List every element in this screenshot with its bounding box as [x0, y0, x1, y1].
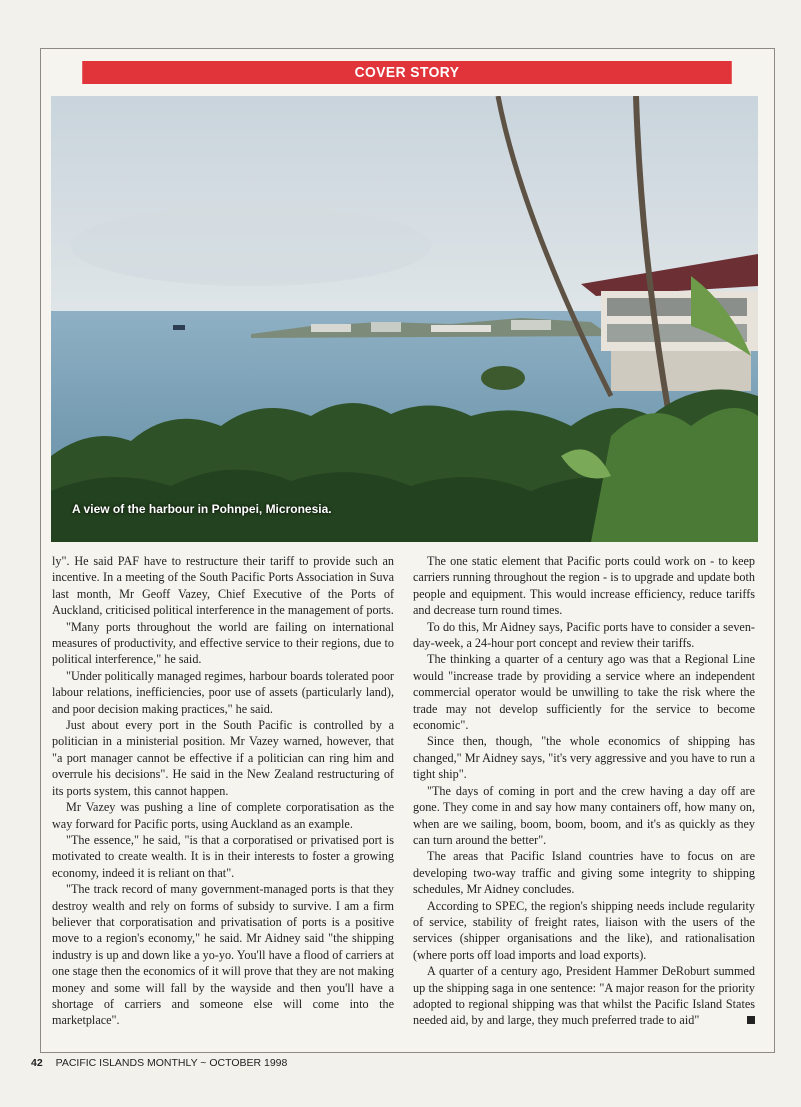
article-paragraph: The one static element that Pacific ports could work on - to keep carriers running throughout the region - is to upgrade and update both people and equipment. This would increase efficiency, reduce tariffs and decrease turn round times. — [413, 554, 755, 618]
article-paragraph: To do this, Mr Aidney says, Pacific ports have to consider a seven-day-week, a 24-hour port concept and review their tariffs. — [413, 619, 755, 651]
article-paragraph: Just about every port in the South Pacific is controlled by a politician in a ministerial position. Mr Vazey warned, however, that "a port manager cannot be effective if a politician can ring him and overrule his decisions". He said in the New Zealand restructuring of its ports system, this cannot happen. — [52, 718, 394, 798]
article-column-right — [413, 553, 755, 1029]
article-paragraph: The areas that Pacific Island countries have to focus on are developing two-way traffic and giving some integrity to shipping schedules, Mr Aidney concludes. — [413, 849, 755, 897]
photo-caption: A view of the harbour in Pohnpei, Micronesia. — [72, 502, 332, 516]
publication-info: PACIFIC ISLANDS MONTHLY ~ OCTOBER 1998 — [55, 1057, 288, 1069]
end-of-article-mark — [747, 1016, 755, 1024]
section-banner: COVER STORY — [82, 61, 732, 84]
article-paragraph — [413, 963, 755, 1029]
article-paragraph-text: A quarter of a century ago, President Hammer DeRoburt summed up the shipping saga in one sentence: "A major reason for the priority adopted to regional shipping was that whilst the Pacific Island States needed aid, by and large, they much preferred trade to aid" — [413, 964, 755, 1028]
article-paragraph: "The days of coming in port and the crew having a day off are gone. They come in and say how many containers off, how many on, when are we sailing, boom, boom, boom, and it's as quickly as they can turn around the better". — [413, 783, 755, 847]
article-paragraph: "The essence," he said, "is that a corporatised or privatised port is motivated to create wealth. It is in their interests to foster a growing economy, indeed it is reliant on that". — [52, 832, 394, 880]
page-number: 42 — [31, 1057, 43, 1069]
page-footer — [31, 1057, 287, 1069]
harbour-illustration — [51, 96, 758, 542]
article-paragraph: ly". He said PAF have to restructure their tariff to provide such an incentive. In a meeting of the South Pacific Ports Association in Suva last month, Mr Geoff Vazey, Chief Executive of the Ports of Auckland, criticised political interference in the management of ports. — [52, 554, 394, 618]
article-paragraph: The thinking a quarter of a century ago was that a Regional Line would "increase trade by providing a service where an independent commercial operator would be unwilling to take the risk where the trade may not develop sufficiently for the service to become economic". — [413, 652, 755, 733]
article-column-left — [52, 553, 394, 1029]
article-paragraph: "The track record of many government-managed ports is that they destroy wealth and rely on forms of subsidy to survive. I am a firm believer that corporatisation and privatisation of ports is a positive move to a region's economy," he said. Mr Aidney said "the shipping industry is up and down like a yo-yo. You'll have a flood of carriers at one stage then the economics of it will prove that they are not making money and some will fall by the wayside and then you'll have a shortage of carriers and someone else will come into the marketplace". — [52, 882, 394, 1028]
article-paragraph: Since then, though, "the whole economics of shipping has changed," Mr Aidney says, "it's very aggressive and you have to run a tight ship". — [413, 734, 755, 782]
harbour-photo — [51, 96, 758, 542]
article-paragraph: "Under politically managed regimes, harbour boards tolerated poor labour relations, inefficiencies, poor use of assets (particularly land), and poor decision making practices," he said. — [52, 668, 394, 716]
article-paragraph: According to SPEC, the region's shipping needs include regularity of service, stability of freight rates, liaison with the users of the services (shipper organisations and the like), and rationalisation (where ports off load imports and load exports). — [413, 898, 755, 962]
article-paragraph: Mr Vazey was pushing a line of complete corporatisation as the way forward for Pacific ports, using Auckland as an example. — [52, 800, 394, 831]
article-paragraph: "Many ports throughout the world are failing on international measures of productivity, and effective service to their regions, due to political interference," he said. — [52, 619, 394, 667]
